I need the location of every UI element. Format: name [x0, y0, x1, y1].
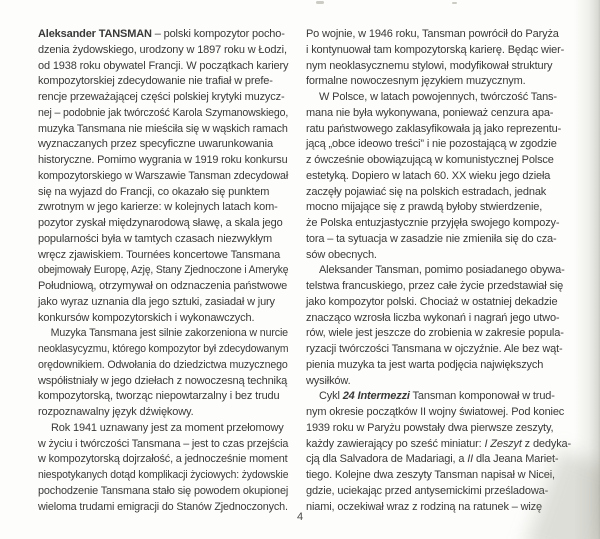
text-line: pienia muzyka ta jest warta podjęcia największych	[306, 358, 544, 371]
text-line: od 1938 roku obywatel Francji. W początkach kariery	[38, 59, 289, 72]
left-column	[38, 27, 288, 515]
text-line: i kontynuował tam kompozytorską karierę. Będąc wier-	[306, 43, 565, 56]
text-line: rozpoznawalny język dźwiękowy.	[38, 406, 194, 418]
text-line: ryzacji twórczości Tansmana w ojczyźnie. Ale bez wąt-	[306, 343, 563, 355]
text-line: w życiu i twórczości Tansmana – jest to czas przejścia	[38, 437, 289, 450]
text-line: Muzyka Tansmana jest silnie zakorzeniona w nurcie	[50, 327, 288, 340]
text-line: współistniały w jego dziełach z nowoczesną techniką	[38, 374, 288, 387]
text-line: ratu państwowego zaklasyfikowała ją jako reprezentu-	[306, 122, 562, 135]
right-column	[306, 27, 573, 515]
text-line: rów, wiele jest jeszcze do zrobienia w zakresie popula-	[306, 327, 564, 340]
text-line: niespotykanych dotąd komplikacji życiowych: żydowskie	[38, 469, 289, 481]
text-line: jącą „obce ideowo treści” i nie pozostającą w zgodzie	[306, 138, 557, 151]
text-line: nym neoklasycznemu stylowi, modyfikował struktury	[306, 59, 553, 72]
text-line: muzyka Tansmana nie mieściła się w wąskich ramach	[38, 122, 288, 135]
text-line: zaczęły pojawiać się na polskich estradach, jednak	[306, 185, 547, 198]
text-line: kompozytorskiego w Warszawie Tansman zdecydował	[38, 169, 289, 182]
text-line: mocno mijające się z prawdą byłoby stwierdzenie,	[306, 201, 543, 214]
text-line: gdzie, uciekając przed antysemickimi prześladowa-	[306, 484, 549, 497]
scan-artifact	[316, 1, 324, 4]
text-line: znacząco wzrosła liczba wykonań i nagrań jego utwo-	[306, 311, 560, 324]
text-line: cją dla Salvadora de Madariagi, a II dla Jeana Mariet-	[306, 453, 559, 466]
text-line: obejmowały Europę, Azję, Stany Zjednoczone i Amerykę	[38, 264, 289, 277]
text-line: Aleksander TANSMAN – polski kompozytor pocho-	[38, 28, 285, 40]
text-line: Aleksander Tansman, pomimo posiadanego obywa-	[319, 264, 565, 277]
text-line: jako kompozytor polski. Chociaż w ostatniej dekadzie	[306, 295, 558, 308]
text-line: historyczne. Pomimo wygrania w 1919 roku konkursu	[38, 154, 288, 166]
text-line: pochodzenie Tansmana stało się powodem okupionej	[38, 484, 289, 497]
text-block	[38, 27, 573, 515]
text-line: rencje przeważającej części polskiej krytyki muzycz-	[38, 91, 285, 103]
text-line: każdy zawierający po sześć miniatur: I Zeszyt z dedyka-	[306, 437, 572, 450]
text-line: estetyką. Dopiero w latach 60. XX wieku jego dzieła	[306, 169, 551, 182]
text-line: mana nie była wykonywana, ponieważ cenzura apa-	[306, 106, 554, 119]
text-line: W Polsce, w latach powojennych, twórczość Tans-	[319, 91, 557, 103]
text-line: niami, oczekiwał wraz z rodziną na ratunek – wizę	[306, 500, 542, 513]
text-line: tiego. Kolejne dwa zeszyty Tansman napisał w Nicei,	[306, 469, 555, 481]
text-line: Rok 1941 uznawany jest za moment przełomowy	[51, 421, 284, 434]
text-line: nym okresie początków II wojny światowej. Pod koniec	[306, 406, 565, 418]
text-line: sów obecnych.	[306, 248, 377, 261]
text-line: zwrotnym w jego karierze: w kolejnych latach kom-	[38, 201, 278, 214]
text-line: wysiłków.	[306, 374, 351, 387]
text-line: wieloma trudami emigracji do Stanów Zjednoczonych.	[38, 500, 288, 513]
text-line: neoklasycyzmu, którego kompozytor był zdecydowanym	[38, 343, 289, 355]
text-line: że Polska entuzjastycznie przyjęła swojego kompozy-	[306, 217, 560, 229]
text-line: wręcz zjawiskiem. Tournées koncertowe Tansmana	[38, 248, 281, 261]
page-number: 4	[296, 511, 304, 523]
scan-artifact	[452, 2, 457, 4]
text-line: się na wyjazd do Francji, co okazało się punktem	[38, 185, 270, 198]
text-line: 1939 roku w Paryżu powstały dwa pierwsze zeszyty,	[306, 421, 554, 434]
text-line: dzenia żydowskiego, urodzony w 1897 roku w Łodzi,	[38, 43, 287, 56]
text-line: Cykl 24 Intermezzi Tansman komponował w trud-	[319, 390, 555, 403]
text-line: wyznaczanych przez specyficzne uwarunkowania	[38, 138, 273, 151]
text-line: Południową, otrzymywał on odznaczenia państwowe	[38, 280, 288, 292]
text-line: formalne nowoczesnym językiem muzycznym.	[306, 75, 526, 88]
text-line: Po wojnie, w 1946 roku, Tansman powrócił do Paryża	[306, 28, 559, 40]
text-line: w kompozytorską dojrzałość, a jednocześnie moment	[38, 453, 288, 466]
text-line: popularności była w tamtych czasach niezwykłym	[38, 232, 272, 245]
page-edge-shadow	[574, 0, 600, 539]
text-line: telstwa francuskiego, przez całe życie przedstawiał się	[306, 280, 564, 292]
text-line: orędownikiem. Odwołania do dziedzictwa muzycznego	[38, 358, 288, 371]
text-line: tora – ta sytuacja w zasadzie nie zmieniła się do cza-	[306, 232, 557, 245]
text-line: z ówcześnie obowiązującą w komunistycznej Polsce	[306, 154, 554, 166]
text-line: pozytor zyskał międzynarodową sławę, a skala jego	[38, 217, 283, 229]
text-line: konkursów kompozytorskich i wykonawczych.	[38, 311, 255, 324]
text-line: jako wyraz uznania dla jego sztuki, zasiadał w jury	[38, 295, 275, 308]
text-line: kompozytorskiej zdecydowanie nie trafiał w prefe-	[38, 75, 273, 88]
text-line: kompozytorską, tworząc niepowtarzalny i bez trudu	[38, 390, 280, 403]
text-line: nej – podobnie jak twórczość Karola Szymanowskiego,	[38, 106, 289, 119]
